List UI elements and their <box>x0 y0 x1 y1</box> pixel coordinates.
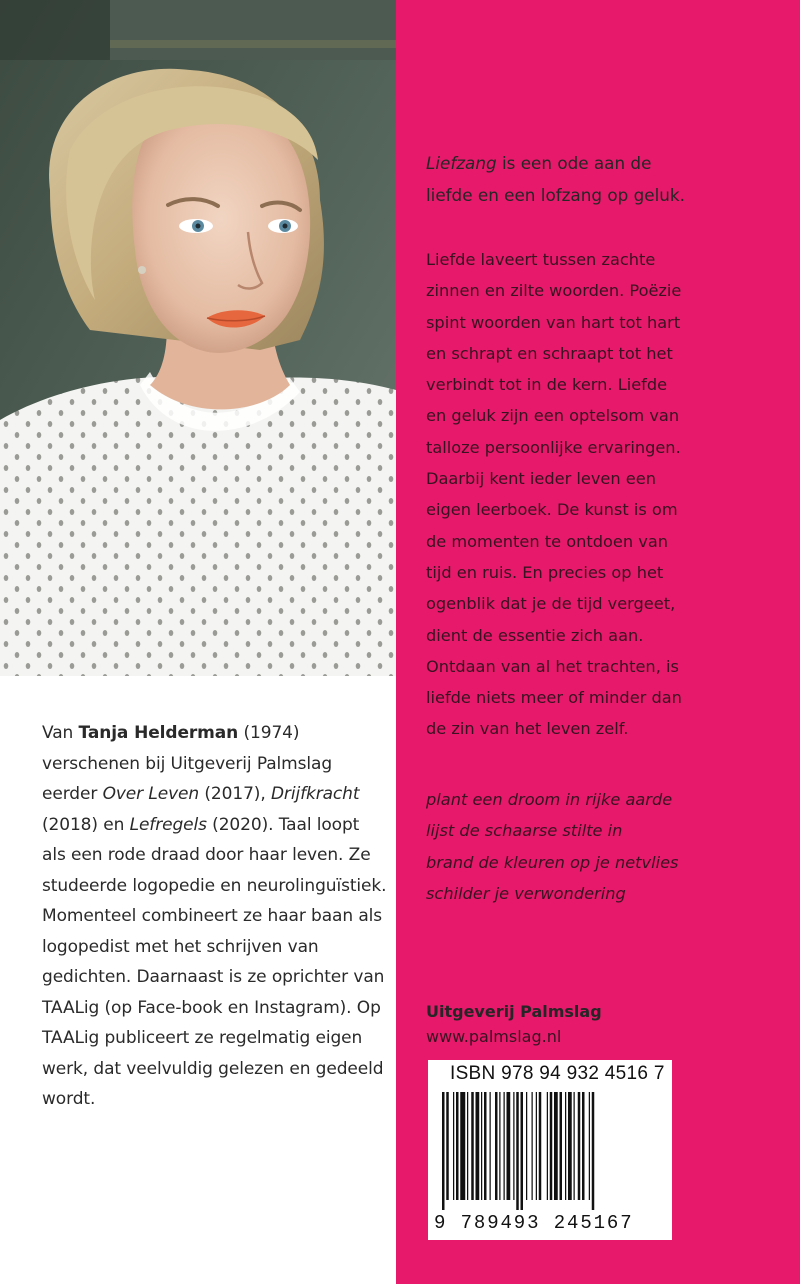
barcode-bar <box>499 1092 500 1200</box>
body-line: ogenblik dat je de tijd vergeet, <box>426 594 676 614</box>
author-photo <box>0 0 396 676</box>
poem-line: schilder je verwondering <box>426 883 626 903</box>
book-title: Liefzang <box>426 153 497 173</box>
bio-text-5: (2020). Taal loopt als een rode draad door haar leven. Ze studeerde logopedie en neurolinguïstiek. Momenteel combineert ze haar baan als logopedist met het schrijven van gedichten. Daarnaast is ze oprichter van TAALig (op Face-book en Instagram). Op TAALig publiceert ze regelmatig eigen werk, dat veelvuldig gelezen en gedeeld wordt. <box>42 814 387 1109</box>
bio-text-1: Van <box>42 723 79 743</box>
blurb-body <box>426 244 771 745</box>
barcode-icon <box>436 1092 664 1210</box>
publisher-website: www.palmslag.nl <box>426 1027 562 1046</box>
barcode-bar <box>484 1092 487 1200</box>
barcode-bar <box>560 1092 563 1200</box>
barcode-bar <box>536 1092 537 1200</box>
body-line: en geluk zijn een optelsom van <box>426 406 680 426</box>
barcode-bar <box>554 1092 558 1200</box>
author-portrait-icon <box>0 0 396 676</box>
bio-text-3: (2017), <box>199 784 271 804</box>
barcode-bar <box>481 1092 482 1200</box>
barcode-bar <box>495 1092 498 1200</box>
barcode-bar <box>456 1092 459 1200</box>
poem-line: lijst de schaarse stilte in <box>426 821 623 841</box>
bio-text-2: (1974) verschenen bij Uitgeverij Palmslag eerder <box>42 723 333 804</box>
body-line: talloze persoonlijke ervaringen. <box>426 437 681 457</box>
blurb-lead <box>426 148 766 211</box>
barcode-bar <box>550 1092 553 1200</box>
author-name: Tanja Helderman <box>78 723 239 743</box>
barcode-bar <box>504 1092 505 1200</box>
barcode-digits: 9 789493 245167 <box>434 1212 634 1234</box>
body-line: tijd en ruis. En precies op het <box>426 562 664 582</box>
isbn-label: ISBN 978 94 932 4516 7 <box>450 1063 665 1084</box>
body-line: liefde niets meer of minder dan <box>426 688 682 708</box>
barcode-bar <box>490 1092 491 1200</box>
barcode-bar <box>507 1092 511 1200</box>
barcode-bar <box>592 1092 595 1210</box>
barcode-bar <box>442 1092 445 1210</box>
book-title-drijfkracht: Drijfkracht <box>270 784 360 804</box>
barcode-bar <box>513 1092 514 1200</box>
barcode-bar <box>460 1092 465 1200</box>
lead-line-1: is een ode aan de <box>496 153 652 173</box>
barcode-bar <box>471 1092 474 1200</box>
barcode-bar <box>476 1092 480 1200</box>
author-bio <box>42 718 387 1115</box>
barcode-bar <box>532 1092 533 1200</box>
book-title-over-leven: Over Leven <box>102 784 200 804</box>
lead-line-2: liefde en een lofzang op geluk. <box>426 184 685 205</box>
body-line: de momenten te ontdoen van <box>426 531 669 551</box>
body-line: en schrapt en schraapt tot het <box>426 343 673 363</box>
barcode-bar <box>453 1092 454 1200</box>
body-line: eigen leerboek. De kunst is om <box>426 500 678 520</box>
barcode-bar <box>547 1092 548 1200</box>
barcode-bar <box>521 1092 524 1210</box>
barcode-bar <box>565 1092 566 1200</box>
book-title-lefregels: Lefregels <box>129 814 207 835</box>
barcode-bar <box>578 1092 581 1200</box>
body-line: Daarbij kent ieder leven een <box>426 469 656 489</box>
body-line: dient de essentie zich aan. <box>426 625 644 645</box>
poem-excerpt <box>426 784 766 909</box>
poem-line: plant een droom in rijke aarde <box>426 790 673 809</box>
barcode-bar <box>589 1092 590 1200</box>
barcode-bar <box>539 1092 542 1200</box>
publisher-name: Uitgeverij Palmslag <box>426 1002 602 1021</box>
body-line: spint woorden van hart tot hart <box>426 312 681 332</box>
barcode-bar <box>526 1092 527 1200</box>
barcode-bar <box>582 1092 585 1200</box>
body-line: Ontdaan van al het trachten, is <box>426 656 679 676</box>
poem-line: brand de kleuren op je netvlies <box>426 852 679 872</box>
bio-text-4: (2018) en <box>42 814 130 835</box>
body-line: verbindt tot in de kern. Liefde <box>426 375 668 395</box>
barcode-bar <box>467 1092 468 1200</box>
body-line: Liefde laveert tussen zachte <box>426 250 656 269</box>
barcode-bar <box>568 1092 572 1200</box>
barcode-bar <box>574 1092 575 1200</box>
body-line: de zin van het leven zelf. <box>426 719 629 739</box>
barcode-bar <box>446 1092 449 1200</box>
barcode-bar <box>516 1092 519 1210</box>
body-line: zinnen en zilte woorden. Poëzie <box>426 281 682 301</box>
